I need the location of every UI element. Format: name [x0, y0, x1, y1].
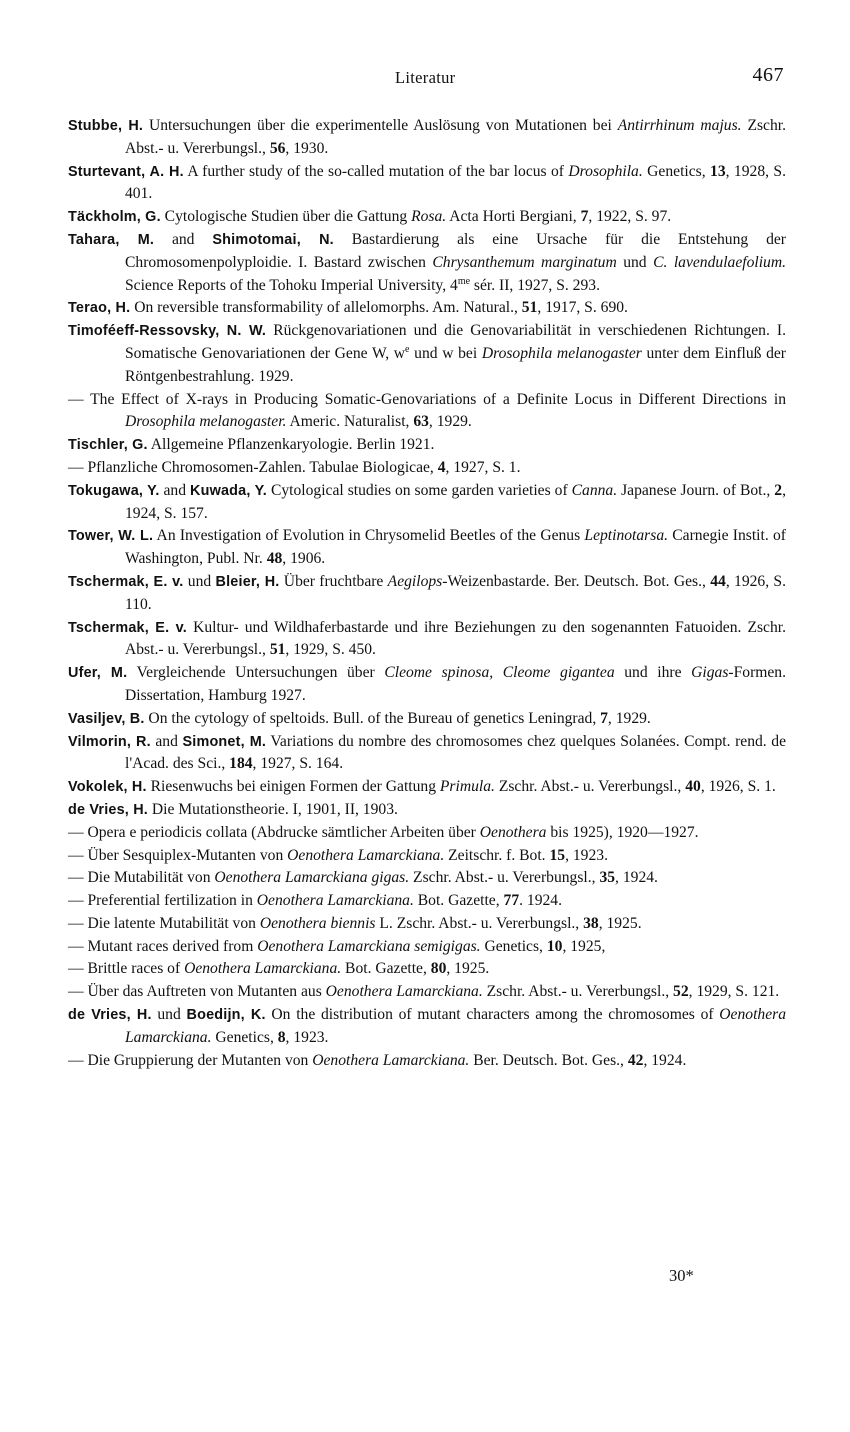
- volume-number: 38: [583, 914, 599, 932]
- reference-entry: [68, 480, 786, 526]
- italic-text: Oenothera Lamarckiana.: [312, 1051, 470, 1069]
- reference-text: Allgemeine Pflanzenkaryologie. Berlin 1921.: [147, 436, 435, 454]
- italic-text: Drosophila melanogaster: [481, 344, 642, 362]
- italic-text: Oenothera Lamarckiana.: [325, 983, 483, 1001]
- reference-text: , 1930.: [285, 139, 329, 157]
- reference-text: Bastardierung als eine Ursache für die Entstehung der Chromosomenpolyploidie. I. Bastard zwischen: [125, 230, 786, 271]
- reference-text: und: [616, 253, 654, 271]
- reference-entry: [68, 662, 786, 708]
- reference-entry: [68, 890, 786, 913]
- ditto-dash: —: [68, 846, 84, 864]
- reference-text: and: [154, 230, 213, 248]
- author-name: Tischler, G.: [68, 437, 148, 454]
- reference-entry: [68, 936, 786, 959]
- reference-entry: [68, 799, 786, 822]
- author-name: Ufer, M.: [68, 665, 128, 682]
- reference-text: , 1926, S. 110.: [125, 572, 787, 613]
- volume-number: 4: [437, 458, 446, 476]
- reference-text: , 1917, S. 690.: [537, 299, 628, 317]
- italic-text: Oenothera Lamarckiana.: [184, 960, 342, 978]
- reference-text: -Weizenbastarde. Ber. Deutsch. Bot. Ges.,: [442, 572, 711, 590]
- reference-text: unter dem Einfluß der Röntgenbestrahlung. 1929.: [125, 344, 787, 385]
- ditto-dash: —: [68, 390, 84, 408]
- reference-text: Die latente Mutabilität von: [83, 914, 260, 932]
- reference-text: Genetics,: [211, 1028, 278, 1046]
- italic-text: Oenothera Lamarckiana semigigas.: [257, 937, 481, 955]
- volume-number: 51: [269, 641, 286, 659]
- volume-number: 8: [277, 1028, 286, 1046]
- author-name: Tahara, M.: [68, 231, 155, 248]
- volume-number: 13: [710, 162, 726, 180]
- author-name: Shimotomai, N.: [212, 231, 334, 248]
- superscript: e: [405, 343, 410, 355]
- reference-text: Carnegie Instit. of Washington, Publ. Nr.: [125, 527, 786, 568]
- reference-text: Ber. Deutsch. Bot. Ges.,: [469, 1051, 628, 1069]
- reference-entry: [68, 571, 786, 617]
- volume-number: 51: [521, 299, 538, 317]
- italic-text: Drosophila melanogaster.: [125, 413, 287, 431]
- reference-text: An Investigation of Evolution in Chrysomelid Beetles of the Genus: [153, 527, 585, 545]
- reference-text: Zeitschr. f. Bot.: [444, 846, 550, 864]
- reference-entry: [68, 913, 786, 936]
- reference-text: Zschr. Abst.- u. Vererbungsl.,: [494, 778, 686, 796]
- reference-text: , 1925,: [562, 937, 606, 955]
- reference-text: A further study of the so-called mutation of the bar locus of: [183, 162, 569, 180]
- author-name: Sturtevant, A. H.: [68, 163, 184, 180]
- reference-text: Mutant races derived from: [83, 937, 258, 955]
- reference-text: und: [183, 572, 216, 590]
- reference-entry: [68, 822, 786, 845]
- volume-number: 7: [600, 709, 608, 727]
- reference-text: Rückgenovariationen und die Genovariabilität in verschiedenen Richtungen. I. Somatische Genovariationen der Gene W, w: [125, 322, 786, 362]
- reference-entry: [68, 981, 786, 1004]
- reference-text: Vergleichende Untersuchungen über: [127, 664, 385, 682]
- page-number: 467: [752, 64, 784, 86]
- ditto-dash: —: [68, 823, 84, 841]
- reference-text: bis 1925), 1920—1927.: [546, 823, 699, 841]
- reference-text: Cytological studies on some garden varieties of: [266, 481, 572, 499]
- author-name: Tschermak, E. v.: [68, 573, 184, 590]
- ditto-dash: —: [68, 960, 84, 978]
- reference-text: Riesenwuchs bei einigen Formen der Gattung: [146, 778, 440, 796]
- reference-entry: [68, 434, 786, 457]
- reference-text: Über das Auftreten von Mutanten aus: [83, 983, 326, 1001]
- reference-entry: [68, 845, 786, 868]
- volume-number: 7: [580, 208, 589, 226]
- ditto-dash: —: [68, 914, 84, 932]
- reference-text: , 1927, S. 1.: [445, 458, 521, 476]
- ditto-dash: —: [68, 983, 84, 1001]
- italic-text: Oenothera: [479, 823, 547, 841]
- ditto-dash: —: [68, 458, 84, 476]
- reference-entry: [68, 867, 786, 890]
- ditto-dash: —: [68, 1051, 84, 1069]
- reference-text: and: [150, 732, 183, 750]
- italic-text: Chrysanthemum marginatum: [432, 253, 617, 271]
- reference-text: L. Zschr. Abst.- u. Vererbungsl.,: [375, 914, 584, 932]
- reference-entry: [68, 206, 786, 229]
- reference-text: , 1929.: [607, 709, 651, 727]
- reference-text: und: [151, 1006, 187, 1024]
- reference-text: On the cytology of speltoids. Bull. of the Bureau of genetics Leningrad,: [144, 709, 601, 727]
- italic-text: Antirrhinum majus.: [617, 117, 742, 134]
- ditto-dash: —: [68, 869, 84, 887]
- author-name: Vokolek, H.: [68, 779, 147, 796]
- author-name: Vilmorin, R.: [68, 733, 151, 750]
- reference-text: , 1923.: [565, 846, 608, 864]
- reference-text: Über fruchtbare: [279, 572, 388, 590]
- reference-text: Acta Horti Bergiani,: [446, 208, 581, 226]
- italic-text: Cleome spinosa, Cleome gigantea: [384, 664, 615, 682]
- italic-text: Oenothera Lamarckiana gigas.: [214, 869, 410, 887]
- author-name: Tschermak, E. v.: [68, 619, 187, 636]
- reference-text: , 1929, S. 121.: [688, 983, 780, 1001]
- author-name: Tokugawa, Y.: [68, 482, 160, 499]
- volume-number: 52: [673, 983, 689, 1001]
- italic-text: Canna.: [571, 481, 618, 499]
- reference-text: , 1929, S. 450.: [285, 641, 376, 659]
- author-name: Terao, H.: [68, 300, 131, 317]
- reference-text: Science Reports of the Tohoku Imperial University, 4: [125, 276, 458, 294]
- reference-text: Variations du nombre des chromosomes chez quelques Solanées. Compt. rend. de l'Acad. des Sci.,: [125, 732, 787, 773]
- italic-text: Aegilops: [387, 572, 443, 590]
- reference-text: und w bei: [409, 344, 482, 362]
- reference-entry: [68, 457, 786, 480]
- volume-number: 56: [269, 139, 286, 157]
- italic-text: Oenothera Lamarckiana.: [125, 1006, 786, 1046]
- reference-text: , 1924.: [615, 869, 658, 887]
- volume-number: 2: [774, 481, 783, 499]
- reference-text: Genetics,: [480, 937, 547, 955]
- volume-number: 48: [266, 550, 283, 568]
- reference-text: Zschr. Abst.- u. Vererbungsl.,: [409, 869, 600, 887]
- reference-text: , 1924, S. 157.: [125, 481, 786, 522]
- reference-entry: [68, 1050, 786, 1073]
- author-name: de Vries, H.: [68, 801, 148, 818]
- signature-mark: 30*: [669, 1266, 694, 1285]
- reference-text: Bot. Gazette,: [341, 960, 431, 978]
- reference-text: Die Mutabilität von: [83, 869, 215, 887]
- volume-number: 77: [503, 892, 520, 910]
- reference-text: . 1924.: [519, 892, 562, 910]
- reference-text: Zschr. Abst.- u. Vererbungsl.,: [125, 117, 786, 157]
- volume-number: 40: [685, 778, 701, 796]
- reference-text: , 1925.: [446, 960, 490, 978]
- reference-text: Untersuchungen über die experimentelle Auslösung von Mutationen bei: [143, 117, 618, 134]
- italic-text: C. lavendulaefolium.: [653, 253, 786, 271]
- reference-text: Americ. Naturalist,: [286, 413, 414, 431]
- volume-number: 10: [546, 937, 563, 955]
- reference-text: Pflanzliche Chromosomen-Zahlen. Tabulae Biologicae,: [83, 458, 438, 476]
- author-name: Täckholm, G.: [68, 209, 161, 226]
- author-name: Stubbe, H.: [68, 118, 144, 134]
- reference-entry: [68, 776, 786, 799]
- reference-text: On reversible transformability of allelomorphs. Am. Natural.,: [130, 299, 522, 317]
- page-header: [0, 66, 850, 94]
- author-name: Tower, W. L.: [68, 528, 154, 545]
- author-name: Kuwada, Y.: [189, 482, 267, 499]
- volume-number: 80: [430, 960, 447, 978]
- reference-text: , 1906.: [282, 550, 326, 568]
- reference-entry: [68, 731, 786, 777]
- italic-text: Gigas: [691, 664, 729, 682]
- reference-text: Brittle races of: [83, 960, 185, 978]
- reference-text: Über Sesquiplex-Mutanten von: [83, 846, 288, 864]
- reference-text: Cytologische Studien über die Gattung: [160, 208, 412, 226]
- reference-text: The Effect of X-rays in Producing Somatic-Genovariations of a Definite Locus in Different Directions in: [83, 390, 786, 408]
- reference-text: und ihre: [614, 664, 692, 682]
- italic-text: Drosophila.: [568, 162, 643, 180]
- author-name: Bleier, H.: [215, 573, 280, 590]
- reference-text: Bot. Gazette,: [413, 892, 504, 910]
- italic-text: Oenothera biennis: [259, 914, 376, 932]
- author-name: Boedijn, K.: [186, 1007, 266, 1024]
- reference-text: Genetics,: [642, 162, 711, 180]
- reference-list: [68, 115, 786, 1072]
- reference-entry: [68, 525, 786, 571]
- superscript: me: [457, 275, 471, 287]
- reference-text: , 1922, S. 97.: [588, 208, 672, 226]
- reference-entry: [68, 115, 786, 161]
- reference-text: Preferential fertilization in: [83, 892, 257, 910]
- reference-text: , 1925.: [598, 914, 642, 932]
- reference-text: , 1926, S. 1.: [700, 778, 776, 796]
- reference-text: , 1923.: [285, 1028, 329, 1046]
- reference-text: , 1928, S. 401.: [125, 162, 786, 203]
- volume-number: 44: [710, 572, 726, 590]
- reference-text: Opera e periodicis collata (Abdrucke sämtlicher Arbeiten über: [83, 823, 480, 841]
- reference-text: Die Gruppierung der Mutanten von: [83, 1051, 313, 1069]
- volume-number: 35: [599, 869, 616, 887]
- italic-text: Oenothera Lamarckiana.: [256, 892, 414, 910]
- italic-text: Leptinotarsa.: [584, 527, 669, 545]
- reference-text: Die Mutationstheorie. I, 1901, II, 1903.: [148, 800, 398, 818]
- reference-entry: [68, 1004, 786, 1050]
- author-name: Vasiljev, B.: [68, 710, 145, 727]
- author-name: Timoféeff-Ressovsky, N. W.: [68, 323, 267, 340]
- author-name: Simonet, M.: [182, 733, 267, 750]
- author-name: de Vries, H.: [68, 1007, 152, 1024]
- reference-entry: [68, 161, 786, 207]
- reference-text: Kultur- und Wildhaferbastarde und ihre Beziehungen zu den sogenannten Fatuoiden. Zschr. Abst.- u. Vererbungsl.,: [125, 618, 787, 659]
- reference-text: , 1924.: [643, 1051, 687, 1069]
- reference-entry: [68, 297, 786, 320]
- reference-entry: [68, 617, 786, 663]
- reference-text: Japanese Journ. of Bot.,: [617, 481, 775, 499]
- ditto-dash: —: [68, 892, 84, 910]
- reference-text: , 1927, S. 164.: [252, 755, 344, 773]
- running-title: Literatur: [395, 68, 456, 87]
- reference-text: sér. II, 1927, S. 293.: [470, 276, 600, 294]
- reference-text: and: [159, 481, 190, 499]
- reference-entry: [68, 389, 786, 435]
- reference-text: -Formen. Dissertation, Hamburg 1927.: [125, 664, 787, 704]
- reference-text: , 1929.: [428, 413, 472, 431]
- italic-text: Oenothera Lamarckiana.: [287, 846, 445, 864]
- volume-number: 15: [549, 846, 566, 864]
- volume-number: 42: [627, 1051, 644, 1069]
- reference-entry: [68, 958, 786, 981]
- italic-text: Primula.: [439, 778, 495, 796]
- volume-number: 63: [413, 413, 429, 431]
- reference-entry: [68, 320, 786, 388]
- ditto-dash: —: [68, 937, 84, 955]
- volume-number: 184: [229, 755, 253, 773]
- reference-text: On the distribution of mutant characters among the chromosomes of: [265, 1006, 720, 1024]
- reference-entry: [68, 229, 786, 297]
- reference-text: Zschr. Abst.- u. Vererbungsl.,: [482, 983, 674, 1001]
- reference-entry: [68, 708, 786, 731]
- italic-text: Rosa.: [411, 208, 447, 226]
